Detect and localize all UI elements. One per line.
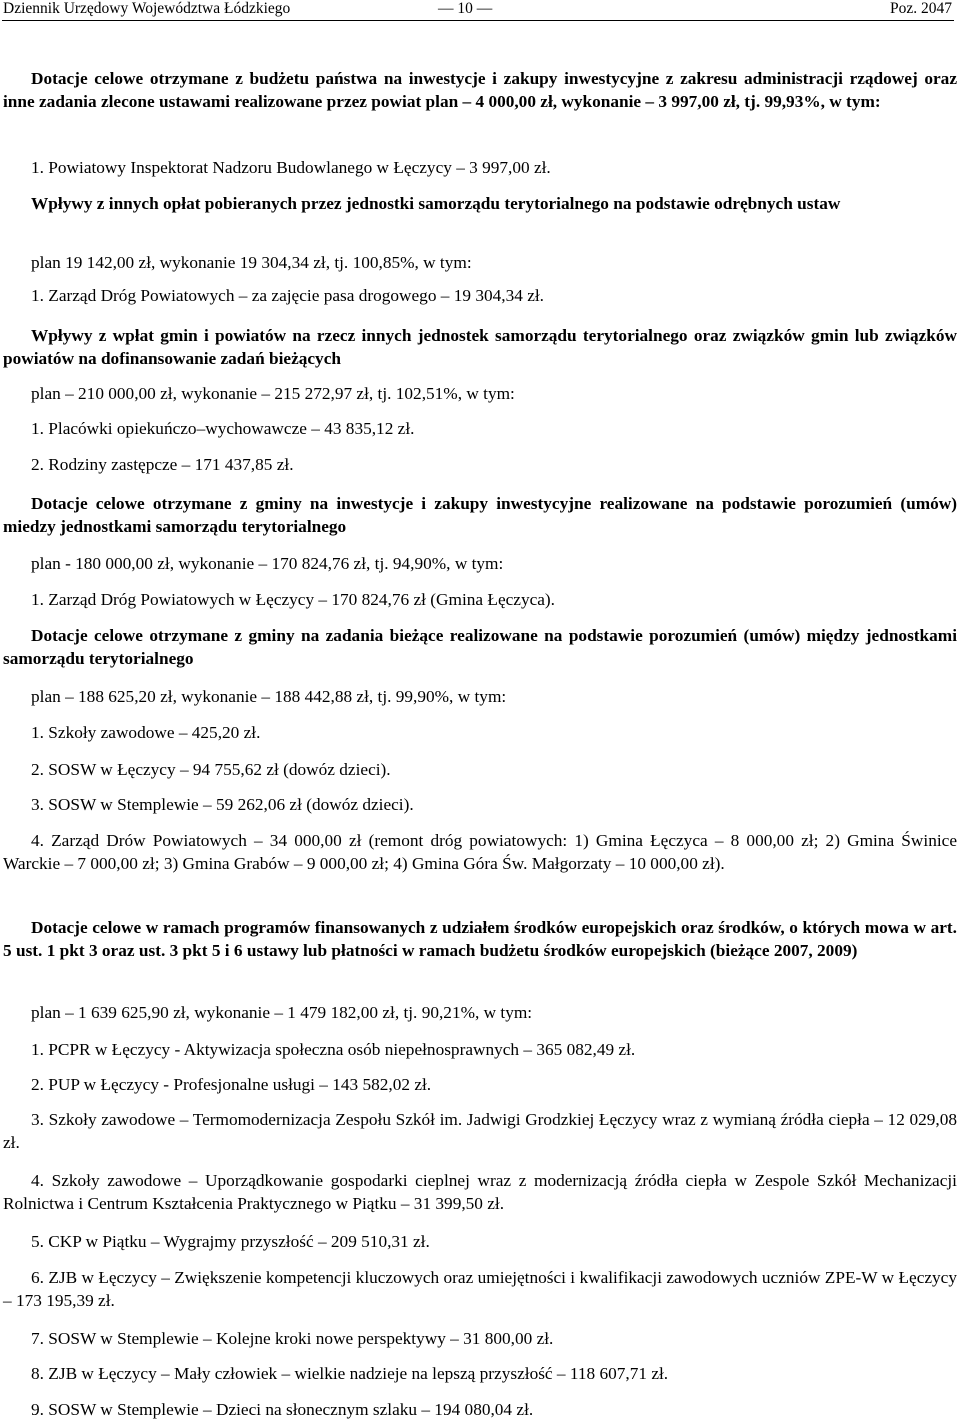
- list-item: 2. Rodziny zastępcze – 171 437,85 zł.: [31, 455, 294, 474]
- header-rule: [2, 20, 954, 21]
- plan-line: plan – 210 000,00 zł, wykonanie – 215 272,97 zł, tj. 102,51%, w tym:: [31, 384, 515, 403]
- list-item: 3. SOSW w Stemplewie – 59 262,06 zł (dowóz dzieci).: [31, 795, 414, 814]
- list-item: 4. Zarząd Drów Powiatowych – 34 000,00 zł (remont dróg powiatowych: 1) Gmina Łęczyca – 8 000,00 zł; 2) Gmina Świnice Warckie – 7 000,00 zł; 3) Gmina Grabów – 9 000,00 zł; 4) Gmina Góra Św. Małgorzaty – 10 000,00 zł).: [3, 831, 957, 873]
- list-item: 7. SOSW w Stemplewie – Kolejne kroki nowe perspektywy – 31 800,00 zł.: [31, 1329, 554, 1348]
- list-item: 6. ZJB w Łęczycy – Zwiększenie kompetencji kluczowych oraz umiejętności i kwalifikacji zawodowych uczniów ZPE-W w Łęczycy – 173 195,39 zł.: [3, 1268, 957, 1310]
- section-heading: Dotacje celowe otrzymane z gminy na zadania bieżące realizowane na podstawie porozumień (umów) między jednostkami samorządu terytorialnego: [3, 626, 957, 668]
- plan-line: plan – 1 639 625,90 zł, wykonanie – 1 479 182,00 zł, tj. 90,21%, w tym:: [31, 1003, 533, 1022]
- plan-line: plan - 180 000,00 zł, wykonanie – 170 824,76 zł, tj. 94,90%, w tym:: [31, 554, 504, 573]
- list-item: 1. Zarząd Dróg Powiatowych w Łęczycy – 170 824,76 zł (Gmina Łęczyca).: [31, 590, 556, 609]
- list-item: 1. Zarząd Dróg Powiatowych – za zajęcie pasa drogowego – 19 304,34 zł.: [31, 286, 544, 305]
- list-item: 2. SOSW w Łęczycy – 94 755,62 zł (dowóz dzieci).: [31, 760, 391, 779]
- list-item: 1. Szkoły zawodowe – 425,20 zł.: [31, 723, 261, 742]
- list-item: 8. ZJB w Łęczycy – Mały człowiek – wielkie nadzieje na lepszą przyszłość – 118 607,71 zł.: [31, 1364, 669, 1383]
- list-item: 4. Szkoły zawodowe – Uporządkowanie gospodarki cieplnej wraz z modernizacją źródła ciepła w Zespole Szkół Mechanizacji Rolnictwa i Centrum Kształcenia Praktycznego w Piątku – 31 399,50 zł.: [3, 1171, 957, 1213]
- section-heading: Wpływy z innych opłat pobieranych przez jednostki samorządu terytorialnego na podstawie odrębnych ustaw: [31, 194, 841, 213]
- list-item: 1. Powiatowy Inspektorat Nadzoru Budowlanego w Łęczycy – 3 997,00 zł.: [31, 158, 551, 177]
- section-heading: Wpływy z wpłat gmin i powiatów na rzecz innych jednostek samorządu terytorialnego oraz związków gmin lub związków powiatów na dofinansowanie zadań bieżących: [3, 326, 957, 368]
- section-heading: Dotacje celowe w ramach programów finansowanych z udziałem środków europejskich oraz środków, o których mowa w art. 5 ust. 1 pkt 3 oraz ust. 3 pkt 5 i 6 ustawy lub płatności w ramach budżetu środków europejskich (bieżące 2007, 2009): [3, 918, 957, 960]
- journal-title: Dziennik Urzędowy Województwa Łódzkiego: [3, 0, 291, 17]
- list-item: 2. PUP w Łęczycy - Profesjonalne usługi – 143 582,02 zł.: [31, 1075, 432, 1094]
- section-heading: Dotacje celowe otrzymane z budżetu państwa na inwestycje i zakupy inwestycyjne z zakresu administracji rządowej oraz inne zadania zlecone ustawami realizowane przez powiat plan – 4 000,00 zł, wykonanie – 3 997,00 zł, tj. 99,93%, w tym:: [3, 69, 957, 111]
- list-item: 9. SOSW w Stemplewie – Dzieci na słonecznym szlaku – 194 080,04 zł.: [31, 1400, 534, 1419]
- page-number: — 10 —: [438, 0, 493, 17]
- plan-line: plan 19 142,00 zł, wykonanie 19 304,34 zł, tj. 100,85%, w tym:: [31, 253, 472, 272]
- position-number: Poz. 2047: [890, 0, 952, 17]
- list-item: 1. PCPR w Łęczycy - Aktywizacja społeczna osób niepełnosprawnych – 365 082,49 zł.: [31, 1040, 636, 1059]
- plan-line: plan – 188 625,20 zł, wykonanie – 188 442,88 zł, tj. 99,90%, w tym:: [31, 687, 507, 706]
- page-header: [0, 0, 960, 22]
- list-item: 1. Placówki opiekuńczo–wychowawcze – 43 835,12 zł.: [31, 419, 415, 438]
- section-heading: Dotacje celowe otrzymane z gminy na inwestycje i zakupy inwestycyjne realizowane na podstawie porozumień (umów) miedzy jednostkami samorządu terytorialnego: [3, 494, 957, 536]
- list-item: 3. Szkoły zawodowe – Termomodernizacja Zespołu Szkół im. Jadwigi Grodzkiej Łęczycy wraz z wymianą źródła ciepła – 12 029,08 zł.: [3, 1110, 957, 1152]
- list-item: 5. CKP w Piątku – Wygrajmy przyszłość – 209 510,31 zł.: [31, 1232, 430, 1251]
